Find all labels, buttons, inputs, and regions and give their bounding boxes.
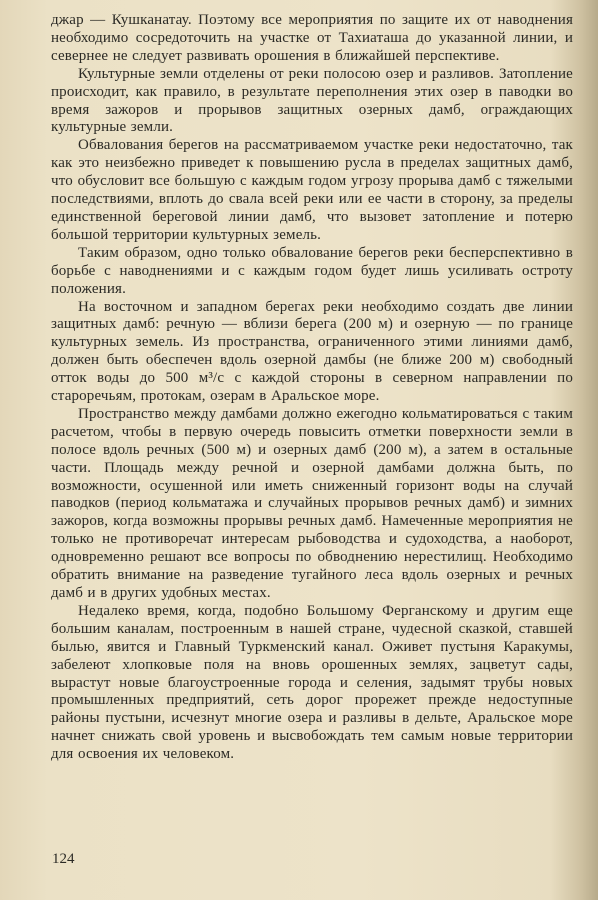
paragraph-2: Культурные земли отделены от реки полосою озер и разливов. Затопление происходит, как правило, в результате переполнения этих озер в паводки во время зажоров и прорывов защитных озерных дамб, ограждающих культурные земли.	[51, 65, 573, 136]
paragraph-1: джар — Кушканатау. Поэтому все мероприятия по защите их от наводнения необходимо сосредоточить на участке от Тахиаташа до указанной линии, и севернее не следует развивать орошения в ближайшей перспективе.	[51, 12, 573, 64]
page-number: 124	[52, 851, 75, 867]
paragraph-7: Недалеко время, когда, подобно Большому Ферганскому и другим еще большим каналам, построенным в нашей стране, чудесной сказкой, ставшей былью, явится и Главный Туркменский канал. Оживет пустыня Каракумы, забелеют хлопковые поля на вновь орошенных землях, зацветут сады, вырастут новые благоустроенные города и селения, задымят трубы новых промышленных предприятий, сеть дорог прорежет прежде недоступные районы пустыни, исчезнут многие озера и разливы в дельте, Аральское море начнет снижать свой уровень и высвобождать тем самым новые территории для освоения их человеком.	[51, 602, 573, 763]
paragraph-4: Таким образом, одно только обвалование берегов реки бесперспективно в борьбе с наводнениями и с каждым годом будет лишь усиливать остроту положения.	[51, 244, 573, 297]
paragraph-6: Пространство между дамбами должно ежегодно кольматироваться с таким расчетом, чтобы в первую очередь повысить отметки поверхности земли в полосе вдоль речных (500 м) и озерных дамб (200 м), а затем в остальные части. Площадь между речной и озерной дамбами должна быть, по возможности, осушенной или иметь сниженный горизонт воды на случай паводков (период кольматажа и случайных прорывов речных дамб) и зимних зажоров, когда возможны прорывы речных дамб. Намеченные мероприятия не только не противоречат интересам рыбоводства и судоходства, а наоборот, одновременно решают все вопросы по обводнению нерестилищ. Необходимо обратить внимание на разведение тугайного леса вдоль озерных и речных дамб и в других удобных местах.	[51, 405, 573, 601]
paragraph-5: На восточном и западном берегах реки необходимо создать две линии защитных дамб: речную — вблизи берега (200 м) и озерную — по границе культурных земель. Из пространства, ограниченного этими линиями дамб, должен быть обеспечен вдоль озерной дамбы (не ближе 200 м) свободный отток воды до 500 м³/с с каждой стороны в северном направлении по староречьям, протокам, озерам в Аральское море.	[51, 298, 573, 405]
paragraph-3: Обвалования берегов на рассматриваемом участке реки недостаточно, так как это неизбежно приведет к повышению русла в пределах защитных дамб, что обусловит все большую с каждым годом угрозу прорыва дамб с тяжелыми последствиями, вплоть до свала всей реки или ее части в сторону, за пределы единственной береговой линии дамб, что вызовет затопление и потерю большой территории культурных земель.	[51, 137, 573, 243]
body-text	[51, 12, 573, 764]
